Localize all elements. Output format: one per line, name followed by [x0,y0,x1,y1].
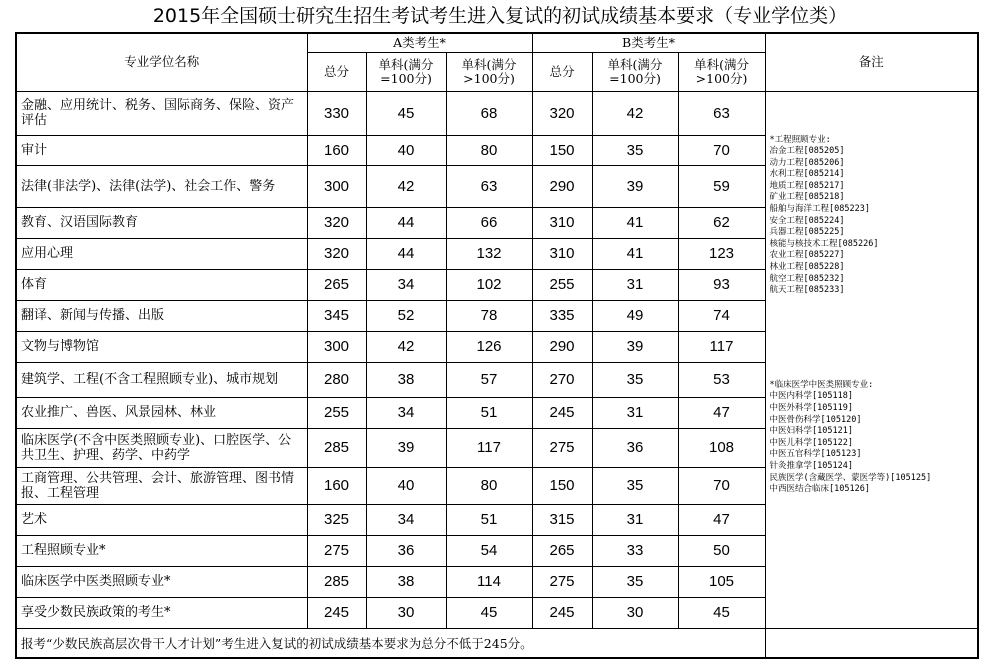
b-total: 275 [532,428,592,467]
row-name: 临床医学(不含中医类照顾专业)、口腔医学、公共卫生、护理、药学、中药学 [16,428,307,467]
b-single1: 31 [592,269,678,300]
header-b-single1: 单科(满分=100分) [592,52,678,91]
b-single2: 59 [678,165,765,207]
score-table [15,32,979,659]
a-single1: 40 [366,135,446,165]
a-single1: 42 [366,331,446,362]
a-single2: 63 [446,165,532,207]
header-row-1 [16,33,978,52]
footer-note: 报考“少数民族高层次骨干人才计划”考生进入复试的初试成绩基本要求为总分不低于245分。 [16,628,765,658]
row-name: 建筑学、工程(不含工程照顾专业)、城市规划 [16,362,307,397]
a-single1: 34 [366,504,446,535]
header-name: 专业学位名称 [16,33,307,91]
row-name: 法律(非法学)、法律(法学)、社会工作、警务 [16,165,307,207]
b-single2: 93 [678,269,765,300]
a-single1: 44 [366,207,446,238]
b-single1: 35 [592,135,678,165]
page-title: 2015年全国硕士研究生招生考试考生进入复试的初试成绩基本要求（专业学位类） [152,5,848,27]
row-name: 翻译、新闻与传播、出版 [16,300,307,331]
b-total: 150 [532,135,592,165]
b-single1: 31 [592,504,678,535]
b-total: 275 [532,566,592,597]
row-name: 体育 [16,269,307,300]
b-single2: 123 [678,238,765,269]
row-name: 艺术 [16,504,307,535]
b-single2: 74 [678,300,765,331]
remark-notes [765,91,978,628]
a-single1: 38 [366,566,446,597]
header-b-single2: 单科(满分>100分) [678,52,765,91]
a-total: 255 [307,397,366,428]
a-total: 320 [307,207,366,238]
row-name: 金融、应用统计、税务、国际商务、保险、资产评估 [16,91,307,135]
row-name: 工商管理、公共管理、会计、旅游管理、图书情报、工程管理 [16,467,307,504]
row-name: 临床医学中医类照顾专业* [16,566,307,597]
a-single2: 51 [446,397,532,428]
a-total: 265 [307,269,366,300]
a-single2: 66 [446,207,532,238]
a-single2: 68 [446,91,532,135]
b-total: 310 [532,207,592,238]
b-total: 265 [532,535,592,566]
a-single1: 34 [366,269,446,300]
b-total: 270 [532,362,592,397]
row-name: 审计 [16,135,307,165]
b-single2: 47 [678,504,765,535]
a-total: 245 [307,597,366,628]
a-single2: 57 [446,362,532,397]
header-a-single1: 单科(满分=100分) [366,52,446,91]
a-single2: 80 [446,135,532,165]
header-group-a: A类考生* [307,33,532,52]
b-single1: 30 [592,597,678,628]
b-single2: 70 [678,467,765,504]
a-total: 160 [307,135,366,165]
b-total: 255 [532,269,592,300]
b-total: 245 [532,397,592,428]
a-single2: 80 [446,467,532,504]
a-total: 285 [307,428,366,467]
b-single1: 49 [592,300,678,331]
footer-row [16,628,978,658]
b-single2: 53 [678,362,765,397]
b-single1: 31 [592,397,678,428]
row-name: 教育、汉语国际教育 [16,207,307,238]
b-single1: 39 [592,331,678,362]
a-single1: 45 [366,91,446,135]
a-single2: 45 [446,597,532,628]
b-single1: 35 [592,566,678,597]
row-name: 工程照顾专业* [16,535,307,566]
b-single2: 63 [678,91,765,135]
b-total: 310 [532,238,592,269]
b-single1: 36 [592,428,678,467]
b-total: 245 [532,597,592,628]
a-single1: 40 [366,467,446,504]
a-single1: 39 [366,428,446,467]
header-a-total: 总分 [307,52,366,91]
b-single2: 70 [678,135,765,165]
a-single2: 78 [446,300,532,331]
a-single2: 54 [446,535,532,566]
b-single1: 35 [592,362,678,397]
a-single1: 42 [366,165,446,207]
a-single1: 52 [366,300,446,331]
a-total: 280 [307,362,366,397]
row-name: 农业推广、兽医、风景园林、林业 [16,397,307,428]
header-b-total: 总分 [532,52,592,91]
a-single1: 38 [366,362,446,397]
a-single2: 114 [446,566,532,597]
b-single1: 41 [592,207,678,238]
a-total: 300 [307,165,366,207]
a-single2: 126 [446,331,532,362]
b-total: 335 [532,300,592,331]
row-name: 文物与博物馆 [16,331,307,362]
b-single2: 105 [678,566,765,597]
b-single2: 45 [678,597,765,628]
a-single2: 102 [446,269,532,300]
b-single2: 50 [678,535,765,566]
b-total: 315 [532,504,592,535]
b-single1: 41 [592,238,678,269]
a-total: 275 [307,535,366,566]
a-total: 285 [307,566,366,597]
note-engineering-majors: *工程照顾专业: 冶金工程[085205] 动力工程[085206] 水利工程[085214] 地质工程[085217] 矿业工程[085218] 船舶与海洋工程[085223] 安全工程[085224] 兵器工程[085225] 核能与核技术工程[085226] 农业工程[085227] 林业工程[085228] 航空工程[085232] 航天工程[085233] [769,134,879,296]
row-name: 应用心理 [16,238,307,269]
row-name: 享受少数民族政策的考生* [16,597,307,628]
b-single2: 108 [678,428,765,467]
header-group-b: B类考生* [532,33,765,52]
a-total: 320 [307,238,366,269]
a-single1: 44 [366,238,446,269]
b-single1: 33 [592,535,678,566]
table-row [16,91,978,135]
b-single2: 47 [678,397,765,428]
a-total: 330 [307,91,366,135]
a-total: 325 [307,504,366,535]
a-total: 160 [307,467,366,504]
b-total: 150 [532,467,592,504]
b-total: 290 [532,331,592,362]
a-single1: 36 [366,535,446,566]
a-total: 300 [307,331,366,362]
header-a-single2: 单科(满分>100分) [446,52,532,91]
a-single2: 132 [446,238,532,269]
b-single1: 39 [592,165,678,207]
a-single2: 51 [446,504,532,535]
a-total: 345 [307,300,366,331]
header-remark: 备注 [765,33,978,91]
b-single1: 42 [592,91,678,135]
b-total: 320 [532,91,592,135]
b-single2: 117 [678,331,765,362]
b-single2: 62 [678,207,765,238]
b-total: 290 [532,165,592,207]
a-single1: 34 [366,397,446,428]
a-single2: 117 [446,428,532,467]
b-single1: 35 [592,467,678,504]
a-single1: 30 [366,597,446,628]
note-tcm-majors: *临床医学中医类照顾专业: 中医内科学[105118] 中医外科学[105119] 中医骨伤科学[105120] 中医妇科学[105121] 中医儿科学[105122] 中医五官科学[105123] 针灸推拿学[105124] 民族医学(含藏医学、蒙医学等)[105125] 中西医结合临床[105126] [769,379,932,495]
